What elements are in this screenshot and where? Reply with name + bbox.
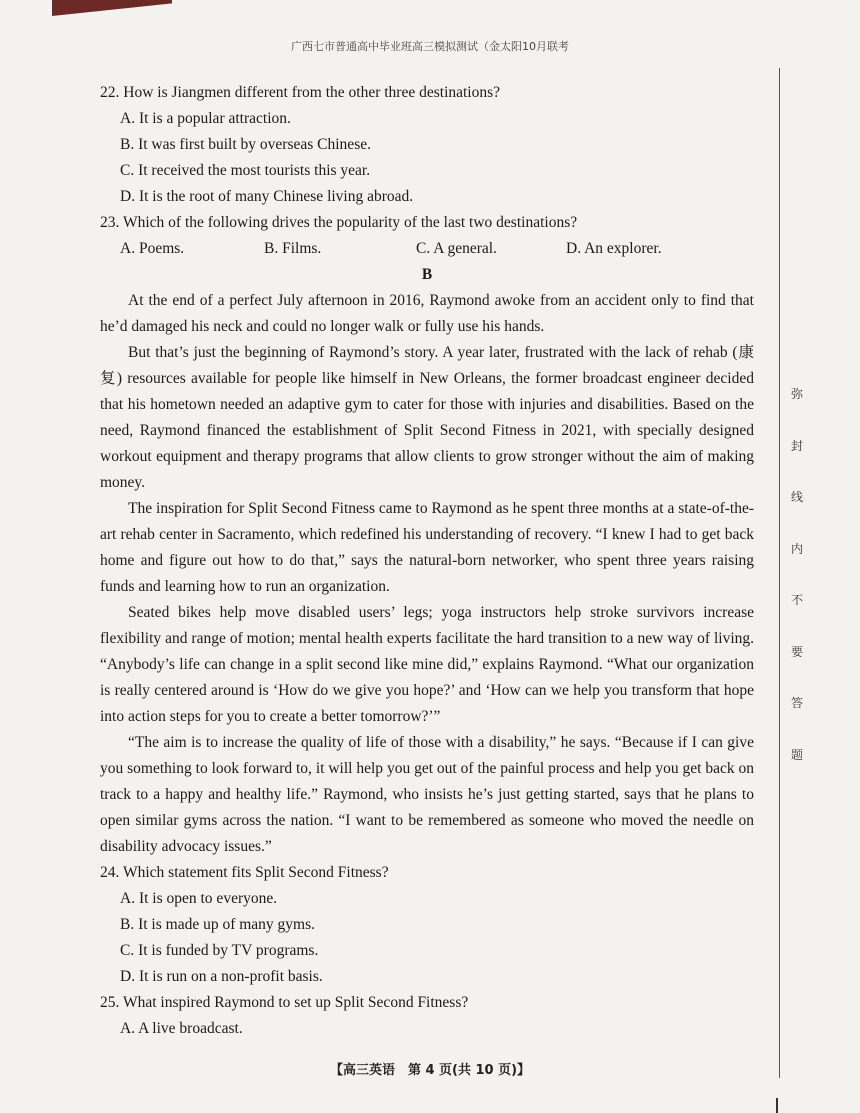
seal-char: 要 [790, 644, 803, 659]
seal-line [779, 68, 780, 1078]
question-24-option-c: C. It is funded by TV programs. [120, 942, 319, 959]
passage-paragraph: Seated bikes help move disabled users’ legs; yoga instructors help stroke survivors increase flexibility and range of motion; mental health experts facilitate the hard transition to a new way of living. “Anybody’s life can change in a split second like mine did,” explains Raymond. “What our organization is really centered around is ‘How do we give you hope?’ and ‘How can we help you transform that hope into action steps for you to create a better tomorrow?’” [100, 604, 754, 725]
question-24-option-a: A. It is open to everyone. [120, 890, 278, 907]
question-24-option-d: D. It is run on a non-profit basis. [120, 968, 323, 985]
question-23-option-a: A. Poems. [120, 240, 185, 257]
passage-paragraph: The inspiration for Split Second Fitness came to Raymond as he spent three months at a state-of-the-art rehab center in Sacramento, which redefined his understanding of recovery. “I knew I had to get back home and figure out how to do that,” says the natural-born networker, who spent three years raising funds and learning how to run an organization. [100, 500, 754, 595]
seal-char: 不 [790, 593, 803, 607]
passage-paragraph: But that’s just the beginning of Raymond’s story. A year later, frustrated with the lack of rehab (康复) resources available for people like himself in New Orleans, the former broadcast engineer decided that his hometown needed an adaptive gym to cater for those with injuries and disabilities. Based on the need, Raymond financed the establishment of Split Second Fitness in 2021, with specially designed workout equipment and therapy programs that allow clients to grow stronger without the aim of making money. [100, 344, 754, 491]
passage-paragraph: “The aim is to increase the quality of life of those with a disability,” he says. “Because if I can give you something to look forward to, it will help you get out of the painful process and help you get back on track to a happy and healthy life.” Raymond, who insists he’s just getting started, says that he plans to open similar gyms across the nation. “I want to be remembered as someone who moved the needle on disability advocacy issues.” [100, 734, 754, 855]
section-heading: B [421, 266, 433, 283]
corner-mark [52, 0, 172, 16]
seal-char: 内 [790, 541, 803, 556]
question-23-stem: 23. Which of the following drives the popularity of the last two destinations? [100, 214, 578, 231]
page-header: 广西七市普通高中毕业班高三模拟测试（金太阳10月联考 [291, 40, 569, 53]
page-footer: 【高三英语 第 4 页(共 10 页)】 [329, 1063, 531, 1078]
question-22-option-b: B. It was first built by overseas Chinese. [120, 136, 371, 153]
seal-line-notice [786, 385, 808, 797]
passage-paragraph: At the end of a perfect July afternoon in 2016, Raymond awoke from an accident only to find that he’d damaged his neck and could no longer walk or fully use his hands. [100, 292, 754, 335]
question-23-option-c: C. A general. [416, 240, 497, 257]
question-22-option-c: C. It received the most tourists this year. [120, 162, 371, 179]
page-content [100, 80, 754, 1042]
seal-char: 答 [790, 696, 803, 710]
question-25-option-a: A. A live broadcast. [120, 1020, 243, 1037]
seal-char: 线 [790, 490, 803, 504]
question-23-option-d: D. An explorer. [566, 240, 662, 257]
question-24-option-b: B. It is made up of many gyms. [120, 916, 316, 933]
seal-char: 弥 [790, 387, 803, 401]
question-22-option-d: D. It is the root of many Chinese living abroad. [120, 188, 414, 205]
edge-mark [776, 1098, 778, 1113]
seal-char: 封 [790, 438, 803, 453]
question-22-stem: 22. How is Jiangmen different from the other three destinations? [100, 84, 501, 101]
question-24-stem: 24. Which statement fits Split Second Fitness? [100, 864, 389, 881]
question-23-options [120, 236, 754, 262]
question-25-stem: 25. What inspired Raymond to set up Split Second Fitness? [100, 994, 469, 1011]
question-23-option-b: B. Films. [264, 240, 322, 257]
seal-char: 题 [790, 747, 803, 762]
question-22-option-a: A. It is a popular attraction. [120, 110, 291, 127]
